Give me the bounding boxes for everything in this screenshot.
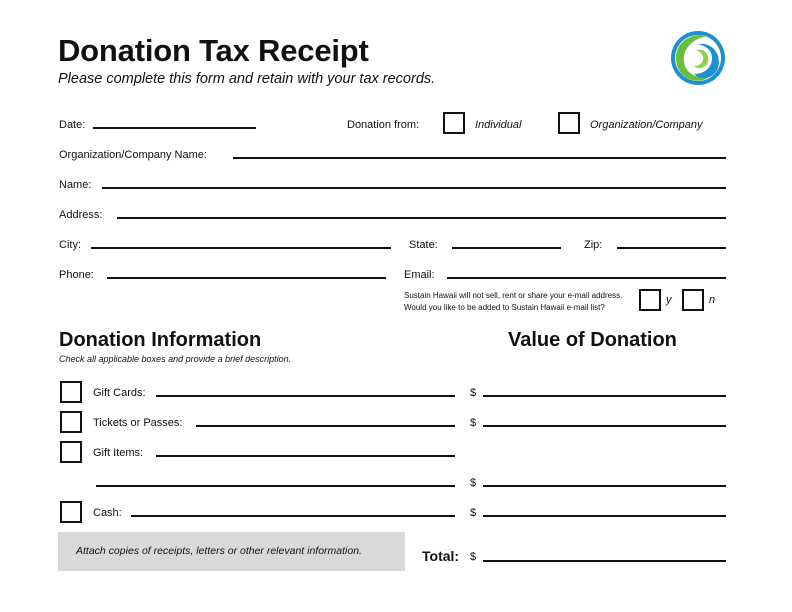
- organization-label: Organization/Company: [590, 119, 703, 131]
- email-privacy-note: Sustain Hawaii will not sell, rent or share your e-mail address.: [404, 291, 623, 300]
- email-no-label: n: [709, 294, 716, 306]
- email-list-question: Would you like to be added to Sustain Hawaii e-mail list?: [404, 303, 605, 312]
- email-yes-label: y: [666, 294, 672, 306]
- total-value-field[interactable]: [483, 560, 726, 562]
- tickets-value-field[interactable]: [483, 425, 726, 427]
- email-yes-checkbox[interactable]: [639, 289, 661, 311]
- tickets-checkbox[interactable]: [60, 411, 82, 433]
- total-dollar-sign: $: [470, 551, 477, 563]
- zip-label: Zip:: [584, 239, 603, 251]
- organization-checkbox[interactable]: [558, 112, 580, 134]
- email-no-checkbox[interactable]: [682, 289, 704, 311]
- phone-label: Phone:: [59, 269, 94, 281]
- state-label: State:: [409, 239, 438, 251]
- cash-description-field[interactable]: [131, 515, 455, 517]
- org-name-field[interactable]: [233, 157, 726, 159]
- zip-field[interactable]: [617, 247, 726, 249]
- cash-checkbox[interactable]: [60, 501, 82, 523]
- gift-items-dollar-sign: $: [470, 477, 477, 489]
- org-name-label: Organization/Company Name:: [59, 149, 207, 161]
- city-label: City:: [59, 239, 81, 251]
- email-field[interactable]: [447, 277, 726, 279]
- state-field[interactable]: [452, 247, 561, 249]
- individual-label: Individual: [475, 119, 522, 131]
- email-label: Email:: [404, 269, 435, 281]
- donation-instruction: Check all applicable boxes and provide a brief description.: [59, 354, 292, 364]
- gift-cards-dollar-sign: $: [470, 387, 477, 399]
- page-subtitle: Please complete this form and retain with your tax records.: [58, 71, 436, 87]
- donation-info-heading: Donation Information: [59, 329, 262, 351]
- phone-field[interactable]: [107, 277, 386, 279]
- cash-value-field[interactable]: [483, 515, 726, 517]
- gift-cards-checkbox[interactable]: [60, 381, 82, 403]
- gift-items-label: Gift Items:: [93, 447, 144, 459]
- gift-items-checkbox[interactable]: [60, 441, 82, 463]
- name-field[interactable]: [102, 187, 726, 189]
- gift-cards-description-field[interactable]: [156, 395, 455, 397]
- name-label: Name:: [59, 179, 92, 191]
- gift-items-description-field-2[interactable]: [96, 485, 455, 487]
- tickets-label: Tickets or Passes:: [93, 417, 183, 429]
- attach-note: Attach copies of receipts, letters or other relevant information.: [76, 545, 362, 557]
- gift-cards-label: Gift Cards:: [93, 387, 146, 399]
- gift-cards-value-field[interactable]: [483, 395, 726, 397]
- date-label: Date:: [59, 119, 86, 131]
- city-field[interactable]: [91, 247, 391, 249]
- page-title: Donation Tax Receipt: [58, 33, 369, 68]
- sustain-hawaii-logo-icon: [668, 28, 728, 88]
- address-field[interactable]: [117, 217, 726, 219]
- cash-dollar-sign: $: [470, 507, 477, 519]
- gift-items-value-field[interactable]: [483, 485, 726, 487]
- tickets-dollar-sign: $: [470, 417, 477, 429]
- donation-from-label: Donation from:: [347, 119, 420, 131]
- date-field[interactable]: [93, 127, 256, 129]
- individual-checkbox[interactable]: [443, 112, 465, 134]
- tickets-description-field[interactable]: [196, 425, 455, 427]
- value-heading: Value of Donation: [508, 329, 677, 351]
- address-label: Address:: [59, 209, 103, 221]
- gift-items-description-field[interactable]: [156, 455, 455, 457]
- total-label: Total:: [422, 548, 460, 564]
- cash-label: Cash:: [93, 507, 122, 519]
